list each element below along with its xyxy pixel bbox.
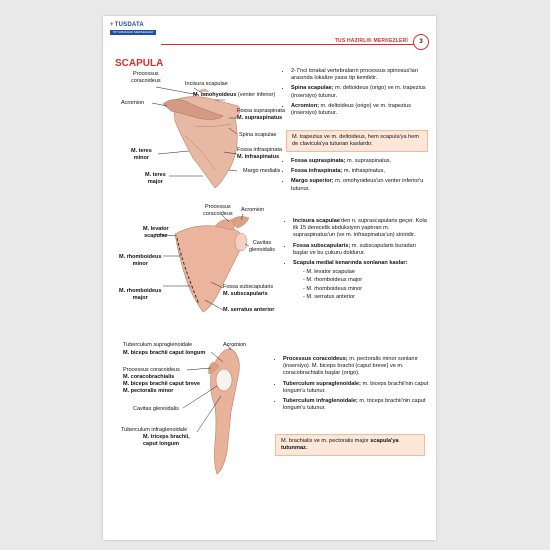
label-cavitas-glenoidalis-3: Cavitas glenoidalis	[133, 406, 179, 412]
section3-text	[275, 356, 430, 415]
list-item: - M. rhomboideus minor	[303, 286, 430, 293]
figure-scapula-anterior	[103, 196, 288, 316]
list-item: • Fossa subscapularis; m. subscapularis buradan başlar ve bu çukuru doldurur.	[293, 243, 430, 257]
header-title: TUS HAZIRLIK MERKEZLERİ	[334, 38, 408, 44]
logo-tagline: TIP UZMANLIK MERKEZLERİ	[110, 30, 156, 35]
list-item: • Acromion; m. deltoideus (origo) ve m. trapezius (insersiyo) tutunur.	[291, 103, 428, 117]
section1-text-2	[283, 158, 428, 196]
list-item: • Tuberculum infraglenoidale; m. triceps brachii'nin caput longum'u tutunur.	[283, 398, 430, 412]
page-number: 3	[413, 34, 429, 50]
list-item: - M. levator scapulae	[303, 269, 430, 276]
document-page	[103, 16, 436, 540]
label-infraspinatus: M. infraspinatus	[237, 154, 280, 160]
figure-scapula-posterior	[103, 66, 283, 196]
label-serratus-anterior: M. serratus anterior	[223, 307, 275, 313]
list-item: • Fossa infraspinata; m. infraspinatus,	[291, 168, 428, 175]
tusdata-logo	[110, 22, 156, 38]
logo-mark: +	[110, 22, 114, 28]
label-tuberculum-infraglenoidale: Tuberculum infraglenoidale	[121, 427, 188, 433]
label-acromion-3: Acromion	[223, 342, 247, 348]
label-processus-coracoideus-3: Processus coracoideus	[123, 367, 180, 373]
label-biceps-caput-longum: M. biceps brachii caput longum	[123, 350, 206, 356]
list-item: • Margo superior; m. omohyoideus'un venter inferior'u tutunur.	[291, 178, 428, 192]
label-teres-major: M. teres major	[145, 172, 166, 185]
label-processus-coracoideus: Processus coracoideus	[131, 71, 161, 84]
section2-text	[285, 218, 430, 304]
label-spina-scapulae: Spina scapulae	[239, 132, 277, 138]
label-acromion: Acromion	[121, 100, 145, 106]
label-rhomboideus-major: M. rhomboideus major	[119, 288, 162, 301]
list-item: • Spina scapulae; m. deltoideus (origo) ve m. trapezius (insersiyo) tutunur.	[291, 85, 428, 99]
label-cavitas-glenoidalis: Cavitas glenoidalis	[249, 240, 275, 253]
section1-list	[283, 68, 428, 117]
section1-list-2	[283, 158, 428, 193]
list-item: • Incisura scapulae'den n. suprascapularis geçer. Kola ilk 15 derecelik abduksiyon yaptıran m. supraspinatus'un (ve m. infraspinatus'un) siniridir.	[293, 218, 430, 240]
note-emphasis: scapula'ya tutunmaz.	[281, 438, 399, 451]
list-item: • Processus coracoideus; m. pectoralis minor sonlanır (insersiyo). M. biceps brachii (caput breve) ve m. coracobrachialis başlar (origo).	[283, 356, 430, 378]
label-rhomboideus-minor: M. rhomboideus minor	[119, 254, 162, 267]
list-item: • Scapula medial kenarında sonlanan kaslar: - M. levator scapulae - M. rhomboideus major - M. rhomboideus minor - M. serratus anterior	[293, 260, 430, 301]
label-pectoralis-minor: M. pectoralis minor	[123, 388, 174, 394]
section2-list	[285, 218, 430, 301]
label-tuberculum-supraglenoidale: Tuberculum supraglenoidale	[123, 342, 193, 348]
label-fossa-subscapularis: Fossa subscapularis	[223, 284, 274, 290]
muscle-list	[293, 269, 430, 301]
label-margo-medialis: Margo medialis	[243, 168, 281, 174]
label-teres-minor: M. teres minor	[131, 148, 152, 161]
label-omohyoideus-note: (venter inferior)	[237, 92, 276, 98]
label-subscapularis: M. subscapularis	[223, 291, 268, 297]
label-triceps-caput-longum: M. triceps brachii, caput longum	[143, 434, 190, 447]
section1-text	[283, 68, 428, 120]
list-item: - M. rhomboideus major	[303, 277, 430, 284]
label-processus-coracoideus-2: Processus coracoideus	[203, 204, 233, 217]
logo-name: TUSDATA	[114, 22, 144, 28]
section3-list	[275, 356, 430, 412]
list-item: • Fossa supraspinata; m. supraspinatus,	[291, 158, 428, 165]
label-incisura-scapulae: Incisura scapulae	[185, 81, 228, 87]
list-item: - M. serratus anterior	[303, 294, 430, 301]
figure-scapula-lateral	[103, 322, 273, 482]
note-box-trapezius: M. trapezius ve m. deltoideus, hem scapula'ya hem de clavicula'ya tutunan kaslardır.	[286, 130, 428, 152]
label-fossa-supraspinata: Fossa supraspinata	[237, 108, 285, 114]
note-text: M. brachialis ve m. pectoralis major	[281, 438, 371, 444]
label-omohyoideus: M. omohyoideus	[193, 92, 237, 98]
label-coracobrachialis: M. coracobrachialis	[123, 374, 175, 380]
note-box-brachialis	[275, 434, 425, 456]
list-item: • Tuberculum supraglenoidale; m. biceps brachii'nin caput longum'u tutunur.	[283, 381, 430, 395]
label-fossa-infraspinata: Fossa infraspinata	[237, 147, 282, 153]
label-supraspinatus: M. supraspinatus	[237, 115, 283, 121]
list-item: • 2-7'nci torakal vertebraların processus spinosus'ları arasında lokalize yassı tip kemiktir.	[291, 68, 428, 82]
label-biceps-caput-breve: M. biceps brachii caput breve	[123, 381, 201, 387]
header-rule	[161, 44, 422, 45]
label-levator-scapulae: M. levator scapulae	[143, 226, 169, 239]
label-acromion-2: Acromion	[241, 207, 265, 213]
section-title: SCAPULA	[115, 58, 164, 69]
